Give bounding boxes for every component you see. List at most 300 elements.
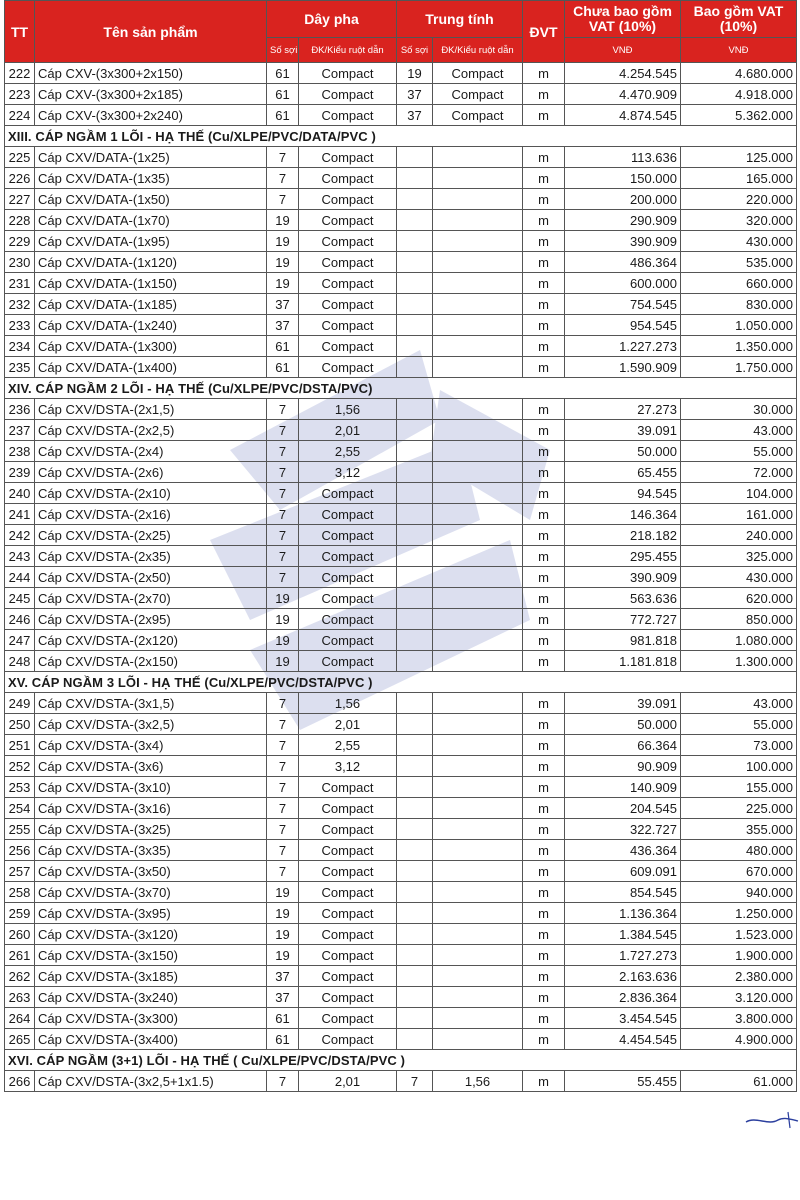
row-number: 260 xyxy=(5,924,35,945)
unit: m xyxy=(523,924,565,945)
section-title: XIV. CÁP NGẦM 2 LÕI - HẠ THẾ (Cu/XLPE/PVC/DSTA/PVC) xyxy=(5,378,797,399)
price-excl-vat: 486.364 xyxy=(565,252,681,273)
unit: m xyxy=(523,336,565,357)
row-number: 240 xyxy=(5,483,35,504)
product-name: Cáp CXV/DSTA-(2x6) xyxy=(35,462,267,483)
neutral-conductor xyxy=(433,924,523,945)
table-row xyxy=(5,462,797,483)
product-name: Cáp CXV/DSTA-(3x4) xyxy=(35,735,267,756)
row-number: 227 xyxy=(5,189,35,210)
product-name: Cáp CXV-(3x300+2x185) xyxy=(35,84,267,105)
price-excl-vat: 140.909 xyxy=(565,777,681,798)
row-number: 229 xyxy=(5,231,35,252)
unit: m xyxy=(523,252,565,273)
neutral-conductor xyxy=(433,735,523,756)
unit: m xyxy=(523,462,565,483)
phase-conductor: Compact xyxy=(299,84,397,105)
neutral-conductor xyxy=(433,1008,523,1029)
product-name: Cáp CXV/DSTA-(2x35) xyxy=(35,546,267,567)
neutral-strands xyxy=(397,462,433,483)
price-incl-vat: 1.750.000 xyxy=(681,357,797,378)
price-incl-vat: 1.350.000 xyxy=(681,336,797,357)
phase-strands: 37 xyxy=(267,966,299,987)
neutral-conductor xyxy=(433,651,523,672)
row-number: 223 xyxy=(5,84,35,105)
table-row xyxy=(5,567,797,588)
product-name: Cáp CXV/DSTA-(2x1,5) xyxy=(35,399,267,420)
neutral-conductor xyxy=(433,357,523,378)
unit: m xyxy=(523,693,565,714)
neutral-strands xyxy=(397,966,433,987)
neutral-conductor xyxy=(433,273,523,294)
row-number: 233 xyxy=(5,315,35,336)
price-table xyxy=(4,0,797,1092)
table-row xyxy=(5,756,797,777)
price-incl-vat: 4.680.000 xyxy=(681,63,797,84)
phase-strands: 37 xyxy=(267,294,299,315)
phase-conductor: Compact xyxy=(299,294,397,315)
price-excl-vat: 27.273 xyxy=(565,399,681,420)
price-excl-vat: 90.909 xyxy=(565,756,681,777)
price-excl-vat: 50.000 xyxy=(565,441,681,462)
neutral-conductor xyxy=(433,588,523,609)
neutral-conductor xyxy=(433,168,523,189)
phase-conductor: Compact xyxy=(299,357,397,378)
price-incl-vat: 355.000 xyxy=(681,819,797,840)
neutral-conductor xyxy=(433,987,523,1008)
phase-strands: 19 xyxy=(267,651,299,672)
price-excl-vat: 390.909 xyxy=(565,231,681,252)
neutral-conductor xyxy=(433,567,523,588)
product-name: Cáp CXV/DATA-(1x50) xyxy=(35,189,267,210)
product-name: Cáp CXV/DSTA-(2x16) xyxy=(35,504,267,525)
table-header xyxy=(5,1,797,63)
product-name: Cáp CXV/DSTA-(3x240) xyxy=(35,987,267,1008)
phase-strands: 7 xyxy=(267,399,299,420)
table-row xyxy=(5,630,797,651)
phase-conductor: Compact xyxy=(299,189,397,210)
phase-conductor: 2,01 xyxy=(299,714,397,735)
price-incl-vat: 161.000 xyxy=(681,504,797,525)
price-incl-vat: 61.000 xyxy=(681,1071,797,1092)
table-row xyxy=(5,609,797,630)
table-row xyxy=(5,651,797,672)
row-number: 234 xyxy=(5,336,35,357)
phase-strands: 19 xyxy=(267,882,299,903)
row-number: 244 xyxy=(5,567,35,588)
phase-conductor: Compact xyxy=(299,525,397,546)
table-row xyxy=(5,483,797,504)
neutral-strands xyxy=(397,504,433,525)
product-name: Cáp CXV/DSTA-(2x25) xyxy=(35,525,267,546)
phase-strands: 19 xyxy=(267,924,299,945)
unit: m xyxy=(523,777,565,798)
row-number: 252 xyxy=(5,756,35,777)
neutral-strands xyxy=(397,147,433,168)
row-number: 228 xyxy=(5,210,35,231)
product-name: Cáp CXV/DSTA-(2x70) xyxy=(35,588,267,609)
price-incl-vat: 55.000 xyxy=(681,441,797,462)
product-name: Cáp CXV/DSTA-(2x4) xyxy=(35,441,267,462)
header-phase-conductor: ĐK/Kiểu ruột dẫn xyxy=(299,38,397,63)
phase-conductor: Compact xyxy=(299,105,397,126)
phase-strands: 19 xyxy=(267,630,299,651)
phase-strands: 7 xyxy=(267,840,299,861)
row-number: 222 xyxy=(5,63,35,84)
price-incl-vat: 830.000 xyxy=(681,294,797,315)
header-product: Tên sản phẩm xyxy=(35,1,267,63)
phase-conductor: 3,12 xyxy=(299,756,397,777)
phase-strands: 19 xyxy=(267,588,299,609)
unit: m xyxy=(523,987,565,1008)
table-row xyxy=(5,399,797,420)
header-currency-excl: VNĐ xyxy=(565,38,681,63)
table-row xyxy=(5,147,797,168)
neutral-strands xyxy=(397,735,433,756)
row-number: 245 xyxy=(5,588,35,609)
neutral-strands xyxy=(397,567,433,588)
price-excl-vat: 322.727 xyxy=(565,819,681,840)
price-incl-vat: 165.000 xyxy=(681,168,797,189)
neutral-strands xyxy=(397,483,433,504)
product-name: Cáp CXV/DSTA-(3x16) xyxy=(35,798,267,819)
unit: m xyxy=(523,294,565,315)
section-title: XVI. CÁP NGẦM (3+1) LÕI - HẠ THẾ ( Cu/XLPE/PVC/DSTA/PVC ) xyxy=(5,1050,797,1071)
price-excl-vat: 2.163.636 xyxy=(565,966,681,987)
product-name: Cáp CXV/DATA-(1x240) xyxy=(35,315,267,336)
table-row xyxy=(5,252,797,273)
phase-conductor: Compact xyxy=(299,840,397,861)
neutral-conductor xyxy=(433,966,523,987)
unit: m xyxy=(523,903,565,924)
price-incl-vat: 670.000 xyxy=(681,861,797,882)
unit: m xyxy=(523,273,565,294)
neutral-strands xyxy=(397,987,433,1008)
header-price-excl-vat: Chưa bao gồm VAT (10%) xyxy=(565,1,681,38)
price-incl-vat: 325.000 xyxy=(681,546,797,567)
price-excl-vat: 1.181.818 xyxy=(565,651,681,672)
neutral-strands xyxy=(397,525,433,546)
neutral-conductor xyxy=(433,483,523,504)
header-phase-strands: Số sợi xyxy=(267,38,299,63)
price-excl-vat: 39.091 xyxy=(565,693,681,714)
neutral-conductor xyxy=(433,546,523,567)
table-row xyxy=(5,903,797,924)
phase-conductor: Compact xyxy=(299,504,397,525)
product-name: Cáp CXV/DSTA-(3x185) xyxy=(35,966,267,987)
table-row xyxy=(5,210,797,231)
phase-strands: 19 xyxy=(267,252,299,273)
phase-conductor: Compact xyxy=(299,630,397,651)
unit: m xyxy=(523,735,565,756)
row-number: 224 xyxy=(5,105,35,126)
table-row xyxy=(5,504,797,525)
phase-conductor: Compact xyxy=(299,315,397,336)
product-name: Cáp CXV/DSTA-(3x50) xyxy=(35,861,267,882)
table-row xyxy=(5,924,797,945)
neutral-strands xyxy=(397,1029,433,1050)
unit: m xyxy=(523,567,565,588)
price-incl-vat: 104.000 xyxy=(681,483,797,504)
price-incl-vat: 1.523.000 xyxy=(681,924,797,945)
neutral-conductor xyxy=(433,525,523,546)
price-excl-vat: 94.545 xyxy=(565,483,681,504)
price-incl-vat: 850.000 xyxy=(681,609,797,630)
unit: m xyxy=(523,504,565,525)
row-number: 226 xyxy=(5,168,35,189)
price-incl-vat: 430.000 xyxy=(681,567,797,588)
row-number: 255 xyxy=(5,819,35,840)
price-excl-vat: 2.836.364 xyxy=(565,987,681,1008)
phase-strands: 7 xyxy=(267,147,299,168)
price-incl-vat: 72.000 xyxy=(681,462,797,483)
neutral-strands xyxy=(397,630,433,651)
neutral-conductor xyxy=(433,861,523,882)
neutral-strands xyxy=(397,798,433,819)
product-name: Cáp CXV/DATA-(1x400) xyxy=(35,357,267,378)
row-number: 254 xyxy=(5,798,35,819)
phase-conductor: Compact xyxy=(299,546,397,567)
neutral-conductor xyxy=(433,756,523,777)
row-number: 241 xyxy=(5,504,35,525)
neutral-strands xyxy=(397,777,433,798)
phase-conductor: Compact xyxy=(299,609,397,630)
phase-conductor: Compact xyxy=(299,588,397,609)
product-name: Cáp CXV/DSTA-(2x2,5) xyxy=(35,420,267,441)
price-excl-vat: 4.470.909 xyxy=(565,84,681,105)
row-number: 264 xyxy=(5,1008,35,1029)
phase-conductor: Compact xyxy=(299,945,397,966)
neutral-conductor xyxy=(433,630,523,651)
neutral-conductor xyxy=(433,714,523,735)
price-incl-vat: 2.380.000 xyxy=(681,966,797,987)
section-header-row xyxy=(5,126,797,147)
neutral-conductor xyxy=(433,798,523,819)
phase-strands: 7 xyxy=(267,504,299,525)
table-row xyxy=(5,84,797,105)
unit: m xyxy=(523,588,565,609)
row-number: 258 xyxy=(5,882,35,903)
phase-conductor: Compact xyxy=(299,1029,397,1050)
row-number: 243 xyxy=(5,546,35,567)
phase-strands: 7 xyxy=(267,567,299,588)
table-row xyxy=(5,987,797,1008)
neutral-strands xyxy=(397,273,433,294)
unit: m xyxy=(523,63,565,84)
table-row xyxy=(5,420,797,441)
row-number: 256 xyxy=(5,840,35,861)
neutral-conductor xyxy=(433,210,523,231)
phase-conductor: Compact xyxy=(299,567,397,588)
row-number: 235 xyxy=(5,357,35,378)
unit: m xyxy=(523,399,565,420)
phase-strands: 61 xyxy=(267,1008,299,1029)
header-currency-incl: VNĐ xyxy=(681,38,797,63)
neutral-conductor xyxy=(433,609,523,630)
unit: m xyxy=(523,546,565,567)
table-row xyxy=(5,735,797,756)
price-excl-vat: 563.636 xyxy=(565,588,681,609)
neutral-conductor xyxy=(433,1029,523,1050)
unit: m xyxy=(523,630,565,651)
neutral-conductor xyxy=(433,903,523,924)
price-incl-vat: 43.000 xyxy=(681,693,797,714)
phase-conductor: Compact xyxy=(299,168,397,189)
table-row xyxy=(5,693,797,714)
unit: m xyxy=(523,168,565,189)
phase-conductor: Compact xyxy=(299,252,397,273)
phase-strands: 7 xyxy=(267,756,299,777)
row-number: 230 xyxy=(5,252,35,273)
unit: m xyxy=(523,210,565,231)
product-name: Cáp CXV/DSTA-(3x25) xyxy=(35,819,267,840)
neutral-conductor xyxy=(433,441,523,462)
phase-strands: 19 xyxy=(267,210,299,231)
phase-strands: 7 xyxy=(267,714,299,735)
neutral-strands xyxy=(397,693,433,714)
phase-strands: 7 xyxy=(267,420,299,441)
price-excl-vat: 50.000 xyxy=(565,714,681,735)
neutral-strands xyxy=(397,252,433,273)
row-number: 251 xyxy=(5,735,35,756)
table-row xyxy=(5,1071,797,1092)
signature-mark xyxy=(744,1110,800,1130)
price-excl-vat: 295.455 xyxy=(565,546,681,567)
phase-strands: 7 xyxy=(267,546,299,567)
price-incl-vat: 100.000 xyxy=(681,756,797,777)
neutral-strands xyxy=(397,756,433,777)
neutral-strands xyxy=(397,357,433,378)
phase-strands: 7 xyxy=(267,441,299,462)
table-row xyxy=(5,1008,797,1029)
product-name: Cáp CXV/DATA-(1x95) xyxy=(35,231,267,252)
price-excl-vat: 66.364 xyxy=(565,735,681,756)
neutral-strands: 19 xyxy=(397,63,433,84)
neutral-conductor: 1,56 xyxy=(433,1071,523,1092)
price-incl-vat: 940.000 xyxy=(681,882,797,903)
neutral-strands xyxy=(397,441,433,462)
neutral-strands xyxy=(397,903,433,924)
phase-strands: 7 xyxy=(267,819,299,840)
table-body xyxy=(5,63,797,1092)
row-number: 246 xyxy=(5,609,35,630)
price-incl-vat: 155.000 xyxy=(681,777,797,798)
phase-strands: 19 xyxy=(267,945,299,966)
product-name: Cáp CXV/DSTA-(3x35) xyxy=(35,840,267,861)
table-row xyxy=(5,861,797,882)
product-name: Cáp CXV/DSTA-(2x120) xyxy=(35,630,267,651)
neutral-conductor xyxy=(433,252,523,273)
phase-conductor: 1,56 xyxy=(299,399,397,420)
price-incl-vat: 4.900.000 xyxy=(681,1029,797,1050)
price-incl-vat: 620.000 xyxy=(681,588,797,609)
unit: m xyxy=(523,231,565,252)
price-excl-vat: 436.364 xyxy=(565,840,681,861)
table-row xyxy=(5,273,797,294)
section-title: XV. CÁP NGẦM 3 LÕI - HẠ THẾ (Cu/XLPE/PVC/DSTA/PVC ) xyxy=(5,672,797,693)
phase-conductor: Compact xyxy=(299,231,397,252)
product-name: Cáp CXV-(3x300+2x150) xyxy=(35,63,267,84)
phase-conductor: 2,55 xyxy=(299,441,397,462)
product-name: Cáp CXV/DATA-(1x35) xyxy=(35,168,267,189)
product-name: Cáp CXV/DSTA-(3x300) xyxy=(35,1008,267,1029)
neutral-conductor xyxy=(433,231,523,252)
neutral-strands xyxy=(397,651,433,672)
phase-strands: 61 xyxy=(267,357,299,378)
neutral-conductor xyxy=(433,504,523,525)
product-name: Cáp CXV/DSTA-(3x6) xyxy=(35,756,267,777)
product-name: Cáp CXV/DATA-(1x185) xyxy=(35,294,267,315)
neutral-strands: 37 xyxy=(397,84,433,105)
price-excl-vat: 3.454.545 xyxy=(565,1008,681,1029)
neutral-conductor xyxy=(433,462,523,483)
product-name: Cáp CXV/DSTA-(3x70) xyxy=(35,882,267,903)
neutral-strands xyxy=(397,420,433,441)
price-excl-vat: 1.590.909 xyxy=(565,357,681,378)
neutral-strands xyxy=(397,399,433,420)
section-title: XIII. CÁP NGẦM 1 LÕI - HẠ THẾ (Cu/XLPE/PVC/DATA/PVC ) xyxy=(5,126,797,147)
price-excl-vat: 218.182 xyxy=(565,525,681,546)
price-incl-vat: 5.362.000 xyxy=(681,105,797,126)
price-incl-vat: 1.080.000 xyxy=(681,630,797,651)
price-incl-vat: 1.900.000 xyxy=(681,945,797,966)
phase-strands: 19 xyxy=(267,903,299,924)
header-tt: TT xyxy=(5,1,35,63)
neutral-strands xyxy=(397,315,433,336)
phase-strands: 61 xyxy=(267,105,299,126)
unit: m xyxy=(523,756,565,777)
table-row xyxy=(5,945,797,966)
unit: m xyxy=(523,420,565,441)
row-number: 237 xyxy=(5,420,35,441)
unit: m xyxy=(523,609,565,630)
unit: m xyxy=(523,147,565,168)
neutral-conductor: Compact xyxy=(433,84,523,105)
unit: m xyxy=(523,1008,565,1029)
neutral-conductor xyxy=(433,336,523,357)
neutral-conductor xyxy=(433,147,523,168)
price-incl-vat: 30.000 xyxy=(681,399,797,420)
product-name: Cáp CXV/DSTA-(3x2,5+1x1.5) xyxy=(35,1071,267,1092)
price-incl-vat: 480.000 xyxy=(681,840,797,861)
price-excl-vat: 39.091 xyxy=(565,420,681,441)
section-header-row xyxy=(5,1050,797,1071)
phase-conductor: Compact xyxy=(299,273,397,294)
table-row xyxy=(5,315,797,336)
neutral-strands xyxy=(397,1008,433,1029)
phase-strands: 7 xyxy=(267,462,299,483)
section-header-row xyxy=(5,378,797,399)
table-row xyxy=(5,1029,797,1050)
unit: m xyxy=(523,840,565,861)
phase-conductor: Compact xyxy=(299,861,397,882)
phase-strands: 61 xyxy=(267,336,299,357)
neutral-conductor xyxy=(433,819,523,840)
price-excl-vat: 113.636 xyxy=(565,147,681,168)
price-incl-vat: 43.000 xyxy=(681,420,797,441)
table-row xyxy=(5,777,797,798)
price-incl-vat: 1.300.000 xyxy=(681,651,797,672)
neutral-conductor xyxy=(433,420,523,441)
unit: m xyxy=(523,882,565,903)
table-row xyxy=(5,189,797,210)
phase-conductor: 2,01 xyxy=(299,1071,397,1092)
neutral-strands xyxy=(397,609,433,630)
price-incl-vat: 660.000 xyxy=(681,273,797,294)
unit: m xyxy=(523,315,565,336)
phase-strands: 7 xyxy=(267,525,299,546)
price-incl-vat: 3.800.000 xyxy=(681,1008,797,1029)
